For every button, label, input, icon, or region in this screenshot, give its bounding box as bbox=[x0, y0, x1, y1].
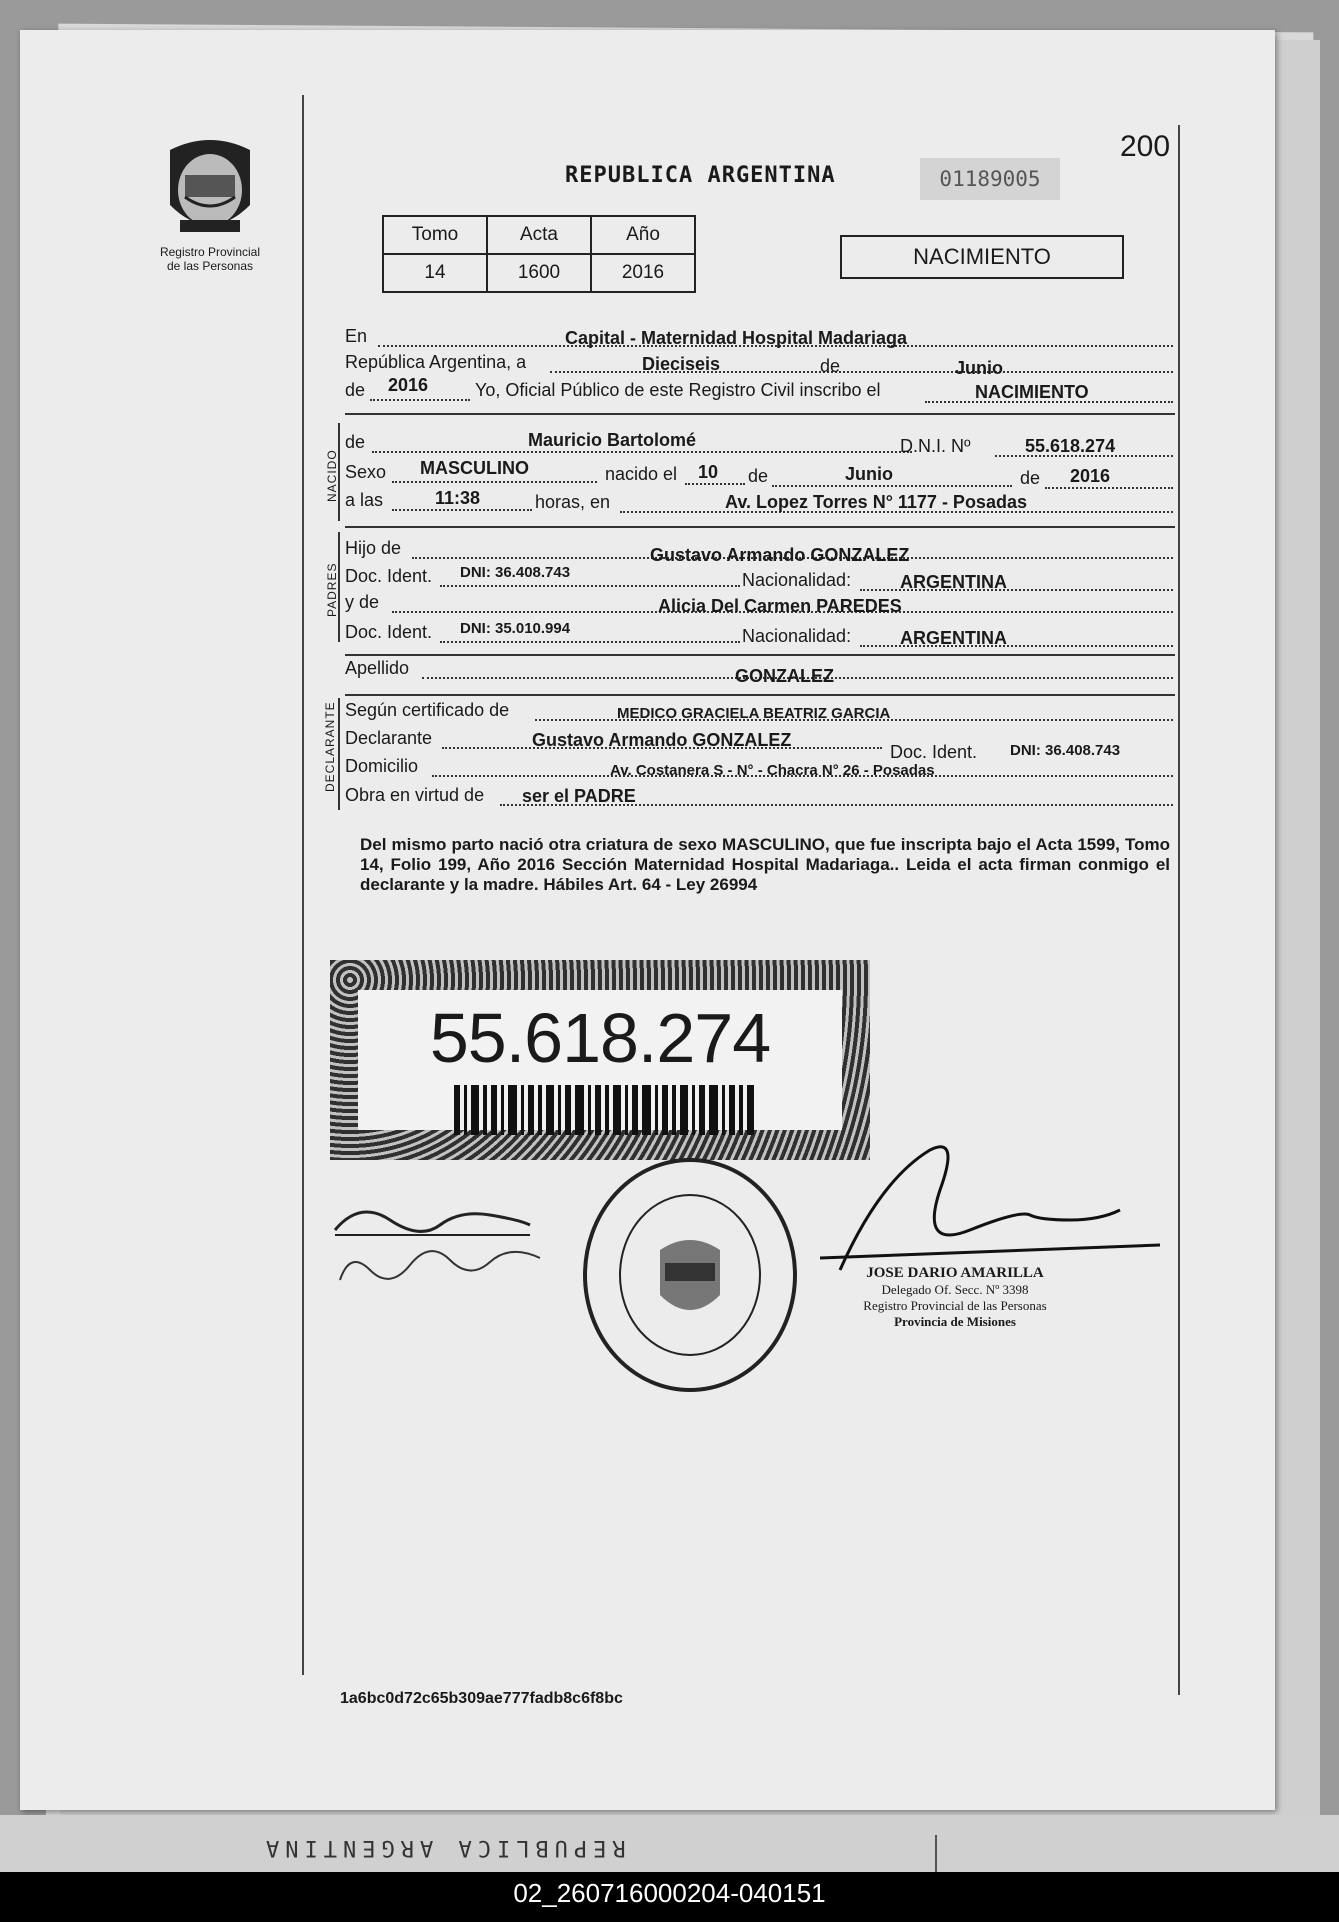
label-y-de: y de bbox=[345, 592, 380, 612]
dia-nac-value: 10 bbox=[698, 462, 719, 482]
anio-label: Año bbox=[591, 216, 695, 254]
label-doc1: Doc. Ident. bbox=[345, 566, 433, 586]
acto-value: NACIMIENTO bbox=[975, 382, 1089, 402]
dni-sticker bbox=[330, 960, 870, 1160]
label-de-mes: de bbox=[820, 356, 841, 376]
sexo-value: MASCULINO bbox=[420, 458, 529, 478]
madre-value: Alicia Del Carmen PAREDES bbox=[658, 596, 902, 616]
dni-padre-value: DNI: 36.408.743 bbox=[460, 564, 571, 581]
signature-official-icon bbox=[820, 1140, 1160, 1280]
side-label-padres: PADRES bbox=[325, 562, 339, 617]
page-number: 200 bbox=[1120, 130, 1171, 163]
mes-nac-value: Junio bbox=[845, 464, 893, 484]
label-doc3: Doc. Ident. bbox=[890, 742, 978, 762]
label-republica: República Argentina, a bbox=[345, 352, 527, 372]
book-table bbox=[382, 215, 696, 293]
side-label-declarante: DECLARANTE bbox=[323, 701, 337, 792]
registry-logo bbox=[150, 135, 270, 273]
annotation-note: Del mismo parto nació otra criatura de sexo MASCULINO, que fue inscripta bajo el Acta 1599, Tomo 14, Folio 199, Año 2016 Sección Maternidad Hospital Madariaga.. Leida el acta firman conmigo el declarante y la madre. Hábiles Art. 64 - Ley 26994 bbox=[360, 835, 1170, 894]
label-doc2: Doc. Ident. bbox=[345, 622, 433, 642]
label-horas: horas, en bbox=[535, 492, 611, 512]
dni-sticker-number: 55.618.274 bbox=[429, 999, 771, 1077]
coat-of-arms-icon bbox=[160, 135, 260, 245]
dia-value: Dieciseis bbox=[642, 354, 721, 374]
dni-madre-value: DNI: 35.010.994 bbox=[460, 620, 571, 637]
mirrored-title: REPUBLICA ARGENTINA bbox=[260, 1835, 626, 1860]
acta-label: Acta bbox=[487, 216, 591, 254]
signature-father-icon bbox=[330, 1190, 560, 1290]
mes-value: Junio bbox=[955, 358, 1003, 378]
right-margin-line bbox=[1178, 125, 1180, 1695]
direccion-value: Av. Lopez Torres N° 1177 - Posadas bbox=[725, 492, 1027, 512]
nac-padre-value: ARGENTINA bbox=[900, 572, 1007, 592]
label-de2: de bbox=[748, 466, 769, 486]
registry-name: Registro Provincial bbox=[159, 245, 261, 259]
official-stamp bbox=[825, 1265, 1085, 1330]
label-sexo: Sexo bbox=[345, 462, 387, 482]
lugar-value: Capital - Maternidad Hospital Madariaga bbox=[565, 328, 908, 348]
padre-value: Gustavo Armando GONZALEZ bbox=[650, 545, 910, 565]
anio-value: 2016 bbox=[591, 254, 695, 292]
registry-name-2: de las Personas bbox=[166, 259, 254, 273]
label-nac1: Nacionalidad: bbox=[742, 570, 852, 590]
certificado-value: MEDICO GRACIELA BEATRIZ GARCIA bbox=[617, 705, 891, 722]
document-hash: 1a6bc0d72c65b309ae777fadb8c6f8bc bbox=[340, 1690, 623, 1707]
anio-nac-value: 2016 bbox=[1070, 466, 1111, 486]
official-province: Provincia de Misiones bbox=[894, 1314, 1016, 1329]
label-a-las: a las bbox=[345, 490, 384, 510]
birth-certificate bbox=[20, 30, 1275, 1810]
dni-value: 55.618.274 bbox=[1025, 436, 1116, 456]
tomo-value: 14 bbox=[383, 254, 487, 292]
record-type-box: NACIMIENTO bbox=[840, 235, 1124, 279]
left-margin-line bbox=[302, 95, 304, 1675]
nac-madre-value: ARGENTINA bbox=[900, 628, 1007, 648]
declarante-value: Gustavo Armando GONZALEZ bbox=[532, 730, 792, 750]
document-title: REPUBLICA ARGENTINA bbox=[565, 163, 836, 188]
side-label-nacido: NACIDO bbox=[325, 449, 339, 502]
label-hijo: Hijo de bbox=[345, 538, 402, 558]
dni-declarante-value: DNI: 36.408.743 bbox=[1010, 742, 1121, 759]
next-page-strip bbox=[0, 1815, 1339, 1872]
label-de-nombre: de bbox=[345, 432, 366, 452]
label-nac2: Nacionalidad: bbox=[742, 626, 852, 646]
hora-value: 11:38 bbox=[435, 488, 481, 508]
label-nacido: nacido el bbox=[605, 464, 678, 484]
label-de-anio: de bbox=[345, 380, 366, 400]
official-seal-icon bbox=[580, 1155, 800, 1395]
official-role: Delegado Of. Secc. Nº 3398 bbox=[881, 1282, 1029, 1297]
apellido-value: GONZALEZ bbox=[735, 666, 834, 686]
label-segun: Según certificado de bbox=[345, 700, 510, 720]
official-name: JOSE DARIO AMARILLA bbox=[866, 1265, 1044, 1281]
label-de3: de bbox=[1020, 468, 1041, 488]
nombre-value: Mauricio Bartolomé bbox=[528, 430, 697, 450]
acta-value: 1600 bbox=[487, 254, 591, 292]
label-obra: Obra en virtud de bbox=[345, 785, 485, 805]
anio-value: 2016 bbox=[388, 375, 429, 395]
official-office: Registro Provincial de las Personas bbox=[863, 1298, 1047, 1313]
domicilio-value: Av. Costanera S - N° - Chacra N° 26 - Posadas bbox=[610, 762, 935, 779]
label-yo: Yo, Oficial Público de este Registro Civil inscribo el bbox=[475, 380, 881, 400]
label-apellido: Apellido bbox=[345, 658, 410, 678]
tomo-label: Tomo bbox=[383, 216, 487, 254]
label-dni: D.N.I. Nº bbox=[900, 436, 971, 456]
barcode-icon bbox=[454, 1085, 754, 1135]
serial-number: 01189005 bbox=[920, 158, 1060, 200]
label-domicilio: Domicilio bbox=[345, 756, 419, 776]
label-en: En bbox=[345, 326, 368, 346]
virtud-value: ser el PADRE bbox=[522, 786, 636, 806]
label-declarante: Declarante bbox=[345, 728, 433, 748]
scan-filename: 02_260716000204-040151 bbox=[513, 1878, 826, 1908]
